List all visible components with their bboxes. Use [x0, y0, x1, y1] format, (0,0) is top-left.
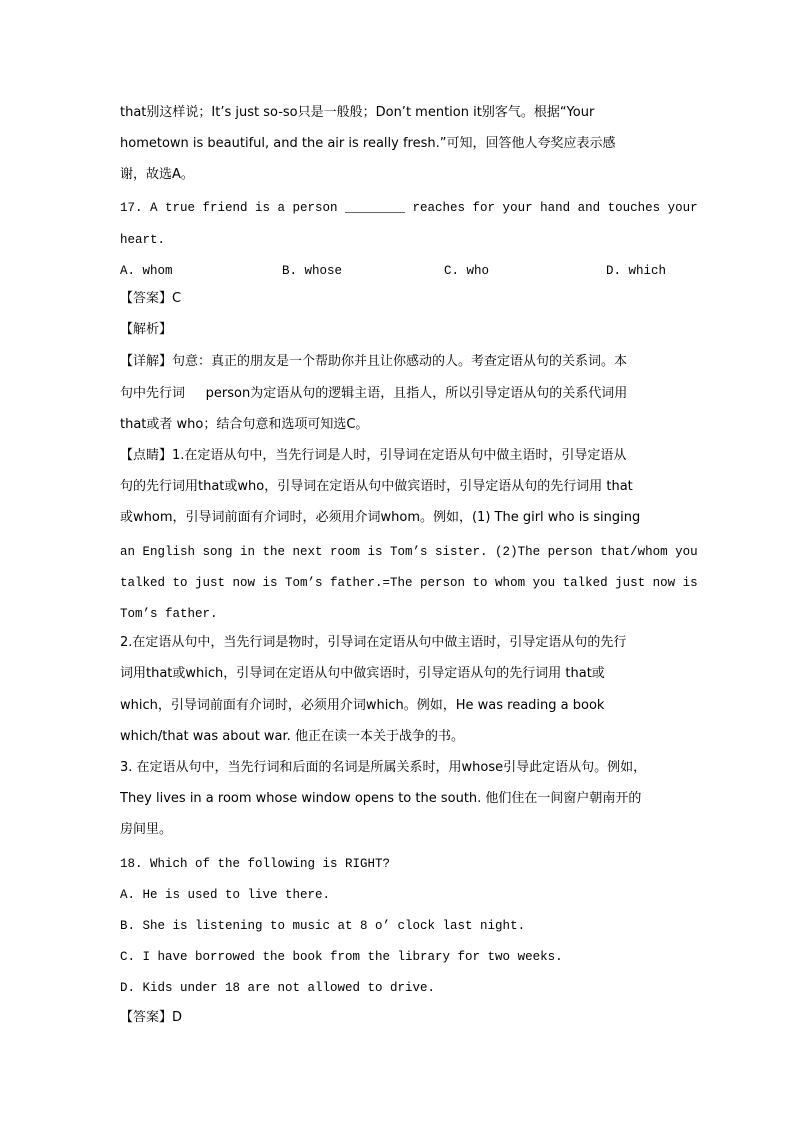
option-b: B. whose	[282, 264, 343, 278]
detail-line: 【详解】句意：真正的朋友是一个帮助你并且让你感动的人。考查定语从句的关系词。本	[120, 354, 628, 369]
option-a: A. whom	[120, 264, 173, 278]
text-line: 谢，故选A。	[120, 167, 194, 182]
option-c: C. I have borrowed the book from the library for two weeks.	[120, 950, 563, 964]
question-18: 18. Which of the following is RIGHT?	[120, 857, 391, 871]
question-17: 17. A true friend is a person ________ reaches for your hand and touches your	[120, 201, 698, 215]
option-c: C. who	[444, 264, 490, 278]
detail-line: that或者 who；结合句意和选项可知选C。	[120, 417, 369, 432]
option-a: A. He is used to live there.	[120, 888, 331, 902]
text-line: that别这样说；It’s just so-so只是一般般；Don’t mention it别客气。根据“Your	[120, 105, 595, 120]
tip-line: 2.在定语从句中，当先行词是物时，引导词在定语从句中做主语时，引导定语从句的先行	[120, 635, 627, 650]
tip-line: an English song in the next room is Tom’s sister. (2)The person that/whom you	[120, 545, 698, 559]
tip-line: Tom’s father.	[120, 607, 218, 621]
tip-line: 词用that或which，引导词在定语从句中做宾语时，引导定语从句的先行词用 that或	[120, 666, 605, 681]
option-d: D. Kids under 18 are not allowed to drive.	[120, 981, 436, 995]
tip-line: 【点睛】1.在定语从句中，当先行词是人时，引导词在定语从句中做主语时，引导定语从	[120, 448, 627, 463]
analysis-heading: 【解析】	[120, 322, 173, 337]
question-17-cont: heart.	[120, 233, 166, 247]
tip-line: 房间里。	[120, 822, 173, 837]
answer-18: 【答案】D	[120, 1010, 183, 1025]
answer-17: 【答案】C	[120, 291, 182, 306]
detail-line: 句中先行词 person为定语从句的逻辑主语，且指人，所以引导定语从句的关系代词用	[120, 386, 628, 401]
text-line: hometown is beautiful, and the air is really fresh.”可知，回答他人夸奖应表示感	[120, 136, 616, 151]
option-d: D. which	[606, 264, 667, 278]
tip-line: They lives in a room whose window opens to the south. 他们住在一间窗户朝南开的	[120, 791, 642, 806]
tip-line: which，引导词前面有介词时，必须用介词which。例如，He was reading a book	[120, 698, 605, 713]
tip-line: talked to just now is Tom’s father.=The person to whom you talked just now is	[120, 576, 698, 590]
option-b: B. She is listening to music at 8 o’ clock last night.	[120, 919, 526, 933]
tip-line: 句的先行词用that或who，引导词在定语从句中做宾语时，引导定语从句的先行词用 that	[120, 479, 633, 494]
tip-line: 或whom，引导词前面有介词时，必须用介词whom。例如，(1) The girl who is singing	[120, 510, 641, 525]
tip-line: which/that was about war. 他正在读一本关于战争的书。	[120, 729, 464, 744]
tip-line: 3. 在定语从句中，当先行词和后面的名词是所属关系时，用whose引导此定语从句。例如，	[120, 760, 647, 775]
